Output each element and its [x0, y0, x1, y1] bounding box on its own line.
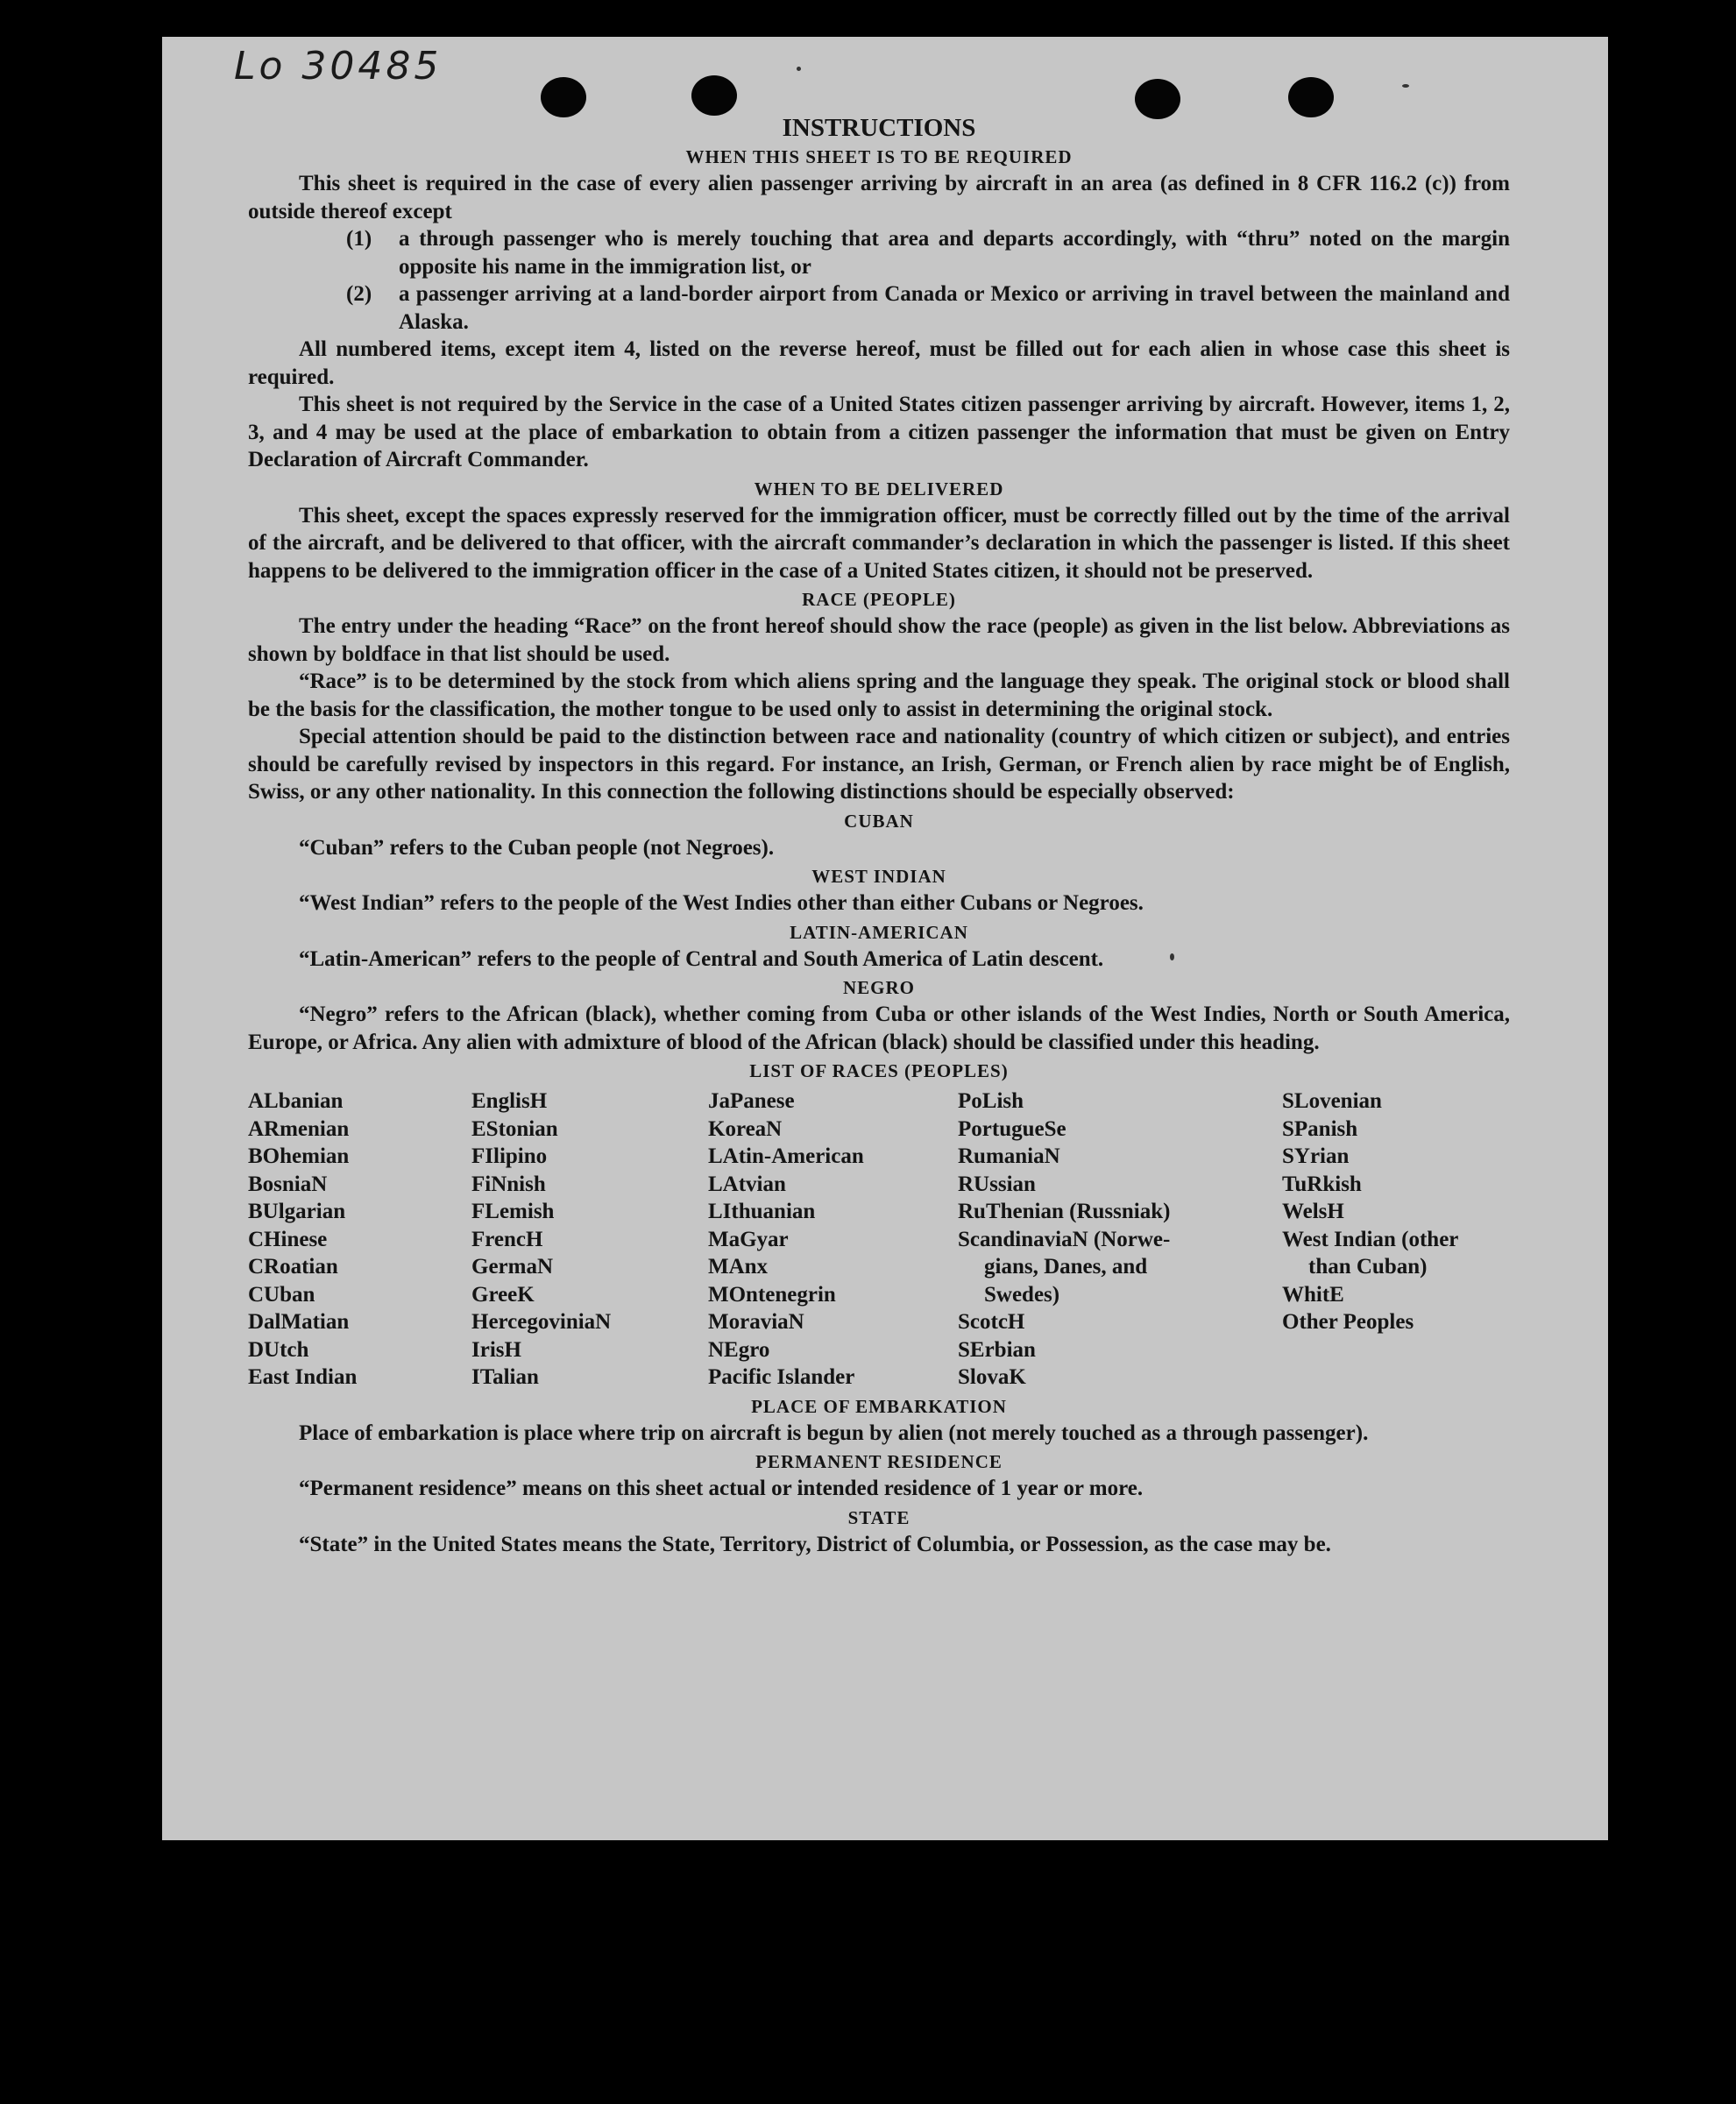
race-entry: MAnx	[708, 1255, 769, 1279]
paragraph: “Negro” refers to the African (black), whether coming from Cuba or other islands of the West Indies, North or South America, Europe, or Africa. Any alien with admixture of blood of the African (black) should be classified under this heading.	[248, 1002, 1510, 1054]
race-entry: BUlgarian	[248, 1200, 346, 1223]
race-entry: CUban	[248, 1282, 315, 1307]
race-entry: FiNnish	[471, 1172, 546, 1196]
race-entry: LIthuanian	[708, 1200, 816, 1223]
heading-cuban: CUBAN	[844, 810, 914, 832]
heading-when-delivered: WHEN TO BE DELIVERED	[754, 478, 1004, 499]
race-entry-continued: than Cuban)	[1308, 1255, 1428, 1279]
race-column-4	[958, 1087, 1282, 1392]
race-entry: RUssian	[958, 1172, 1036, 1196]
paragraph: Place of embarkation is place where trip on aircraft is begun by alien (not merely touched as a through passenger).	[299, 1420, 1369, 1445]
heading-permanent-residence: PERMANENT RESIDENCE	[755, 1451, 1003, 1472]
race-column-1	[248, 1087, 471, 1392]
race-entry: NEgro	[708, 1337, 770, 1362]
race-entry-continued: gians, Danes, and	[984, 1255, 1148, 1279]
dust-speck	[1402, 84, 1409, 88]
race-entry: EnglisH	[471, 1089, 548, 1113]
race-entry: WelsH	[1282, 1200, 1344, 1223]
race-column-3	[708, 1087, 958, 1392]
race-entry: GreeK	[471, 1282, 535, 1307]
heading-west-indian: WEST INDIAN	[811, 866, 946, 887]
race-entry: RumaniaN	[958, 1144, 1060, 1168]
race-entry: BosniaN	[248, 1172, 328, 1196]
heading-list-of-races: LIST OF RACES (PEOPLES)	[749, 1060, 1009, 1081]
dust-speck	[797, 67, 801, 71]
paragraph: “Cuban” refers to the Cuban people (not Negroes).	[299, 835, 775, 860]
heading-negro: NEGRO	[842, 977, 915, 998]
race-entry-continued: Swedes)	[984, 1282, 1060, 1307]
paragraph: Special attention should be paid to the distinction between race and nationality (country of which citizen or subject), and entries should be carefully revised by inspectors in this regard. For instance, an Irish, German, or French alien by race might be of English, Swiss, or any other nationality. In this connection the following distinctions should be especially observed:	[248, 725, 1510, 804]
race-entry: WhitE	[1282, 1282, 1344, 1307]
race-entry: SErbian	[958, 1337, 1036, 1362]
race-entry: MOntenegrin	[708, 1282, 836, 1307]
paragraph: “Race” is to be determined by the stock from which aliens spring and the language they speak. The original stock or blood shall be the basis for the classification, the mother tongue to be used only to assist in determining the original stock.	[248, 669, 1510, 721]
race-column-2	[471, 1087, 708, 1392]
race-entry: Pacific Islander	[708, 1365, 855, 1389]
race-entry: ALbanian	[248, 1089, 344, 1113]
race-entry: KoreaN	[708, 1116, 783, 1141]
race-entry: FrencH	[471, 1227, 543, 1251]
heading-place-of-embarkation: PLACE OF EMBARKATION	[751, 1395, 1007, 1417]
race-entry: MaGyar	[708, 1227, 789, 1251]
paragraph: All numbered items, except item 4, listed on the reverse hereof, must be filled out for each alien in whose case this sheet is required.	[248, 337, 1510, 389]
race-entry: Other Peoples	[1282, 1310, 1414, 1334]
instructions-body	[248, 112, 1510, 1558]
heading-latin-american: LATIN-AMERICAN	[790, 921, 968, 943]
race-entry: RuThenian (Russniak)	[958, 1200, 1171, 1223]
race-entry: HercegoviniaN	[471, 1310, 612, 1334]
item-text: a passenger arriving at a land-border airport from Canada or Mexico or arriving in travel between the mainland and Alaska.	[399, 282, 1510, 334]
race-entry: FIlipino	[471, 1144, 548, 1168]
race-entry: West Indian (other	[1282, 1227, 1459, 1251]
race-entry: LAtin-American	[708, 1144, 864, 1168]
item-text: a through passenger who is merely touching that area and departs accordingly, with “thru” noted on the margin opposite his name in the immigration list, or	[399, 227, 1510, 279]
paragraph: This sheet is required in the case of every alien passenger arriving by aircraft in an area (as defined in 8 CFR 116.2 (c)) from outside thereof except	[248, 172, 1510, 223]
paragraph: This sheet, except the spaces expressly reserved for the immigration officer, must be correctly filled out by the time of the arrival of the aircraft, and be delivered to that officer, with the aircraft commander’s declaration in which the passenger is listed. If this sheet happens to be delivered to the immigration officer in the case of a United States citizen, it should not be preserved.	[248, 503, 1510, 583]
race-entry: SlovaK	[958, 1365, 1026, 1389]
item-number: (2)	[346, 282, 372, 306]
item-number: (1)	[346, 227, 372, 251]
paragraph: This sheet is not required by the Service in the case of a United States citizen passenger arriving by aircraft. However, items 1, 2, 3, and 4 may be used at the place of embarkation to obtain from a citizen passenger the information that must be given on Entry Declaration of Aircraft Commander.	[248, 393, 1510, 471]
race-entry: PoLish	[958, 1089, 1024, 1113]
race-entry: TuRkish	[1282, 1172, 1362, 1196]
race-entry: East Indian	[248, 1365, 358, 1389]
race-entry: ScotcH	[958, 1310, 1025, 1334]
paragraph: “Permanent residence” means on this sheet actual or intended residence of 1 year or more.	[299, 1477, 1144, 1500]
heading-state: STATE	[847, 1506, 911, 1528]
paragraph: “West Indian” refers to the people of the West Indies other than either Cubans or Negroes.	[299, 891, 1144, 915]
punch-hole-2	[691, 75, 737, 116]
list-item	[346, 225, 1510, 280]
race-entry: IrisH	[471, 1337, 521, 1362]
race-entry: MoraviaN	[708, 1310, 804, 1334]
race-entry: DalMatian	[248, 1310, 350, 1334]
race-entry: PortugueSe	[958, 1116, 1066, 1141]
paragraph: “Latin-American” refers to the people of Central and South America of Latin descent.	[299, 946, 1104, 971]
list-item	[346, 280, 1510, 336]
race-entry: DUtch	[248, 1337, 309, 1362]
race-entry: SYrian	[1282, 1144, 1350, 1168]
race-entry: FLemish	[471, 1200, 555, 1223]
heading-race: RACE (PEOPLE)	[802, 589, 956, 610]
race-entry: BOhemian	[248, 1144, 350, 1168]
race-list	[248, 1087, 1510, 1392]
race-entry: SPanish	[1282, 1116, 1358, 1141]
heading-when-required: WHEN THIS SHEET IS TO BE REQUIRED	[685, 146, 1073, 167]
page-title: INSTRUCTIONS	[782, 114, 976, 142]
handwritten-file-number: Lo 30485	[234, 44, 443, 89]
race-entry: EStonian	[471, 1116, 558, 1141]
race-entry: LAtvian	[708, 1172, 786, 1196]
race-column-5	[1282, 1087, 1510, 1392]
paragraph: “State” in the United States means the State, Territory, District of Columbia, or Possession, as the case may be.	[299, 1532, 1331, 1556]
race-entry: ARmenian	[248, 1116, 350, 1141]
race-entry: GermaN	[471, 1255, 554, 1279]
race-entry: JaPanese	[708, 1089, 795, 1113]
paragraph: The entry under the heading “Race” on the front hereof should show the race (people) as given in the list below. Abbreviations as shown by boldface in that list should be used.	[248, 614, 1510, 666]
race-entry: ScandinaviaN (Norwe-	[958, 1227, 1171, 1251]
race-entry: SLovenian	[1282, 1089, 1382, 1113]
document-sheet	[162, 37, 1608, 1840]
race-entry: CRoatian	[248, 1255, 338, 1279]
race-entry: ITalian	[471, 1365, 539, 1389]
race-entry: CHinese	[248, 1227, 328, 1251]
